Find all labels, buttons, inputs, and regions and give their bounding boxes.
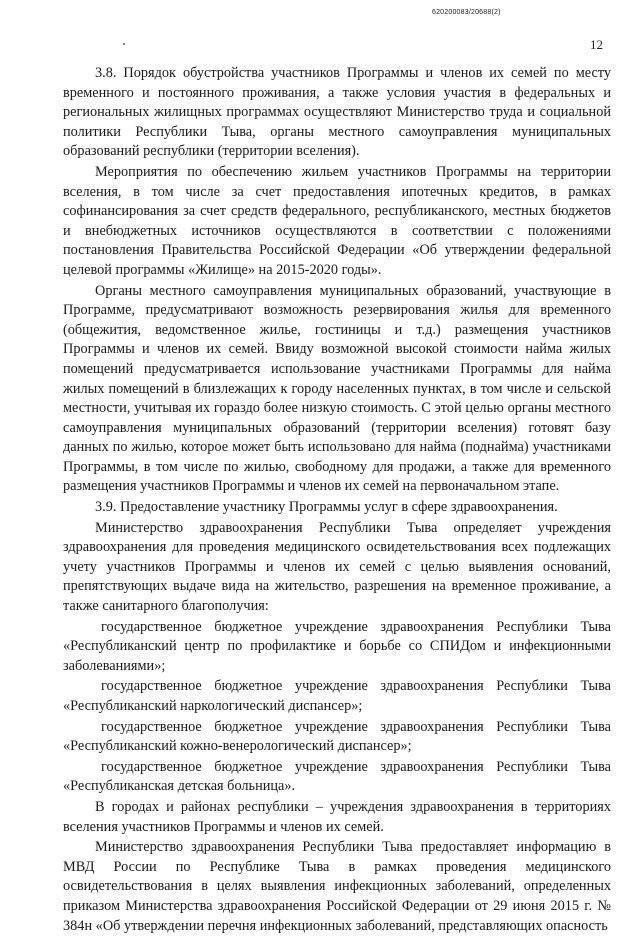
paragraph-housing-measures: Мероприятия по обеспечению жильем участников Программы на территории вселения, в том числе за счет предоставления ипотечных кредитов, в рамках софинансирования за счет средств федерального, республиканского, местных бюджетов и внебюджетных источников осуществляются в соответствии с положениями постановления Правительства Российской Федерации «Об утверждении федеральной целевой программы «Жилище» на 2015-2020 годы».: [63, 163, 611, 278]
paragraph-3-9: 3.9. Предоставление участнику Программы услуг в сфере здравоохранения.: [95, 499, 558, 516]
list-item-aids-center: государственное бюджетное учреждение здравоохранения Республики Тыва «Республиканский центр по профилактике и борьбе со СПИДом и инфекционными заболеваниями»;: [63, 618, 611, 674]
list-item-dermatovenerology: государственное бюджетное учреждение здравоохранения Республики Тыва «Республиканский кожно-венерологический диспансер»;: [63, 718, 611, 755]
page-number: 12: [590, 37, 603, 52]
document-body: [63, 64, 611, 937]
paragraph-local-government: Органы местного самоуправления муниципальных образований, участвующие в Программе, предусматривают возможность резервирования жилья для временного (общежития, ведомственное жилье, гостиницы и т.д.) размещения участников Программы и членов их семей. Ввиду возможной высокой стоимости найма жилых помещений предусматривается использование участниками Программы для найма жилых помещений в близлежащих к городу населенных пунктах, в том числе и сельской местности, учитывая их гораздо более низкую стоимость. С этой целью органы местного самоуправления муниципальных образований (территории вселения) готовят базу данных по жилью, которое может быть использовано для найма (поднайма) участниками Программы, в том числе по жилью, свободному для продажи, а также для временного размещения участников Программы и членов их семей на первоначальном этапе.: [63, 282, 611, 495]
document-id: 620200083/20688(2): [432, 9, 501, 16]
paragraph-mvd-info: Министерство здравоохранения Республики Тыва предоставляет информацию в МВД России по Республике Тыва в рамках проведения медицинского освидетельствования в целях выявления инфекционных заболеваний, определенных приказом Министерства здравоохранения Российской Федерации от 29 июня 2015 г. № 384н «Об утверждении перечня инфекционных заболеваний, представляющих опасность: [63, 839, 611, 934]
list-item-narcology: государственное бюджетное учреждение здравоохранения Республики Тыва «Республиканский наркологический диспансер»;: [63, 678, 611, 714]
paragraph-3-8: 3.8. Порядок обустройства участников Программы и членов их семей по месту временного и постоянного проживания, а также условия участия в федеральных и региональных жилищных программах осуществляют Министерство труда и социальной политики Республики Тыва, органы местного самоуправления муниципальных образований республики (территории вселения).: [63, 65, 611, 160]
list-item-childrens-hospital: государственное бюджетное учреждение здравоохранения Республики Тыва «Республиканская детская больница».: [63, 758, 611, 795]
paragraph-districts: В городах и районах республики – учреждения здравоохранения в территориях вселения участников Программы и членов их семей.: [63, 798, 611, 835]
paragraph-health-ministry: Министерство здравоохранения Республики Тыва определяет учреждения здравоохранения для проведения медицинского освидетельствования всех подлежащих учету участников Программы и членов их семей с целью выявления оснований, препятствующих выдаче вида на жительство, разрешения на временное проживание, а также санитарного благополучия:: [63, 519, 611, 615]
margin-mark: [123, 43, 125, 45]
